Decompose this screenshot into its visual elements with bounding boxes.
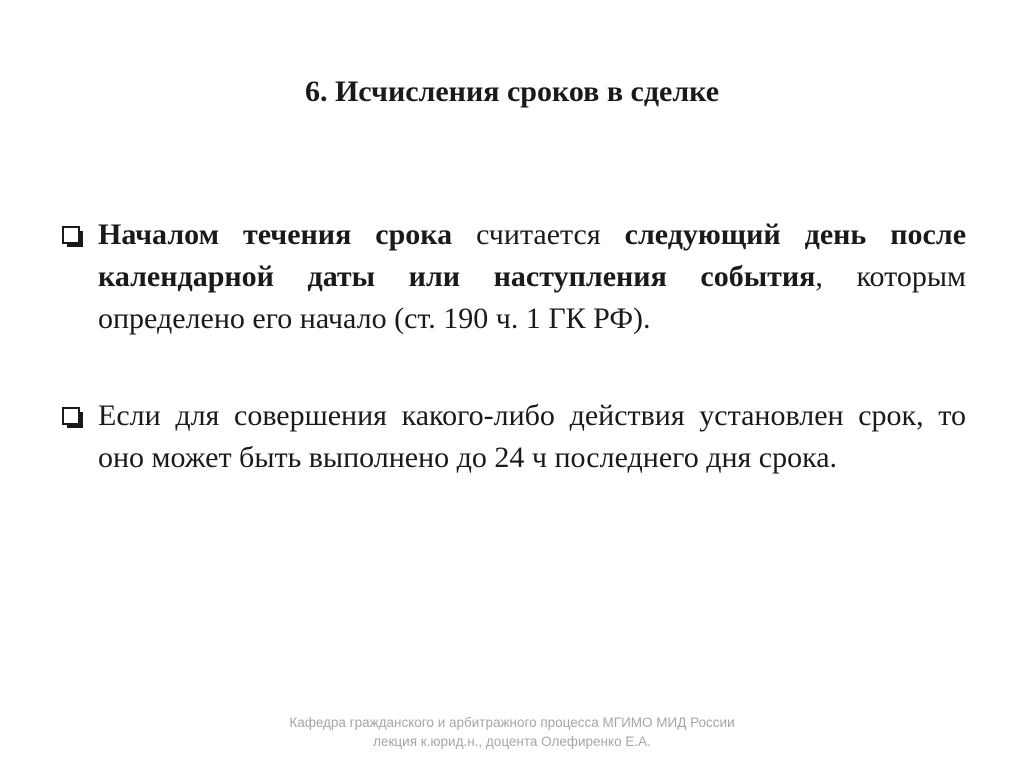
footer	[0, 713, 1024, 751]
bullet-item-2	[62, 395, 966, 479]
checkbox-icon	[62, 214, 98, 256]
bullet-1-segment-4: , которым определено его начало (ст. 190 ч. 1 ГК РФ).	[98, 260, 966, 335]
bullet-1-segment-3: следующий день после календарной даты или наступления события	[98, 218, 967, 293]
checkbox-icon	[62, 395, 98, 437]
bullet-1-segment-2: считается	[452, 218, 625, 251]
bullet-2-segment-1: Если для совершения какого-либо действия установлен срок, то оно может быть выполнено до 24 ч последнего дня срока.	[98, 399, 966, 474]
footer-line-1: Кафедра гражданского и арбитражного процесса МГИМО МИД России	[289, 715, 735, 730]
bullet-text-1	[98, 214, 966, 340]
bullet-1-segment-1: Началом течения срока	[98, 218, 453, 251]
footer-line-2: лекция к.юрид.н., доцента Олефиренко Е.А.	[373, 734, 651, 749]
slide-title: 6. Исчисления сроков в сделке	[304, 75, 720, 108]
bullet-item-1	[62, 214, 966, 340]
bullet-text-2	[98, 395, 966, 479]
